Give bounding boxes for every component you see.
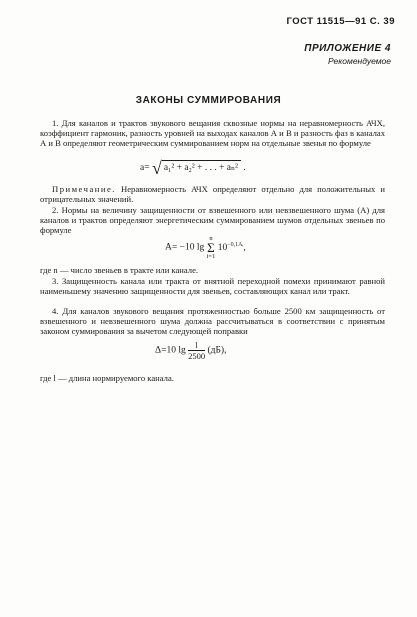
note-label: Примечание.: [52, 184, 116, 194]
formula-3-lhs: Δ=10 lg: [155, 345, 186, 356]
note-text: Неравномерность АЧХ определяют отдельно для положительных и отрицательных значений.: [40, 184, 385, 204]
formula-1-body: a₁² + a₂² + . . . + aₙ²: [162, 160, 241, 173]
appendix-note: Рекомендуемое: [327, 56, 391, 66]
formula-1-lhs: а=: [140, 163, 150, 173]
formula-geometric-sum: [140, 158, 246, 179]
appendix-title: ПРИЛОЖЕНИЕ 4: [304, 43, 391, 54]
formula-correction: [155, 340, 226, 361]
formula-2-exp: −0,1Aᵢ: [227, 241, 244, 248]
radical-icon: √: [151, 158, 162, 178]
paragraph-3: [40, 276, 385, 296]
formula-3-unit: (дБ),: [207, 345, 227, 356]
sum-sign: [207, 234, 216, 261]
where-2-text: где l — длина нормируемого канала.: [40, 373, 174, 383]
paragraph-4: [40, 306, 385, 336]
sum-lower: i=1: [206, 253, 216, 260]
formula-2-end: ,: [243, 243, 246, 254]
where-1: [40, 265, 385, 275]
formula-2-lhs: A= −10 lg: [165, 242, 205, 253]
paragraph-2-text: 2. Нормы на величину защищенности от взвешенного или невзвешенного шума (А) для каналов и трактов определяют энергетическим суммированием шумов отдельных звеньев по формуле: [40, 205, 385, 235]
formula-3-num: l: [188, 340, 205, 351]
formula-1-end: .: [243, 163, 246, 173]
note: [40, 184, 385, 204]
where-1-text: где n — число звеньев в тракте или канале.: [40, 265, 199, 275]
page-header: ГОСТ 11515—91 С. 39: [286, 16, 395, 27]
paragraph-1: [40, 118, 385, 148]
formula-3-den: 2500: [188, 351, 206, 361]
section-title: ЗАКОНЫ СУММИРОВАНИЯ: [135, 95, 282, 106]
sum-upper: n: [209, 235, 213, 242]
where-2: [40, 373, 385, 383]
formula-2-term: 10: [217, 243, 228, 254]
paragraph-1-text: 1. Для каналов и трактов звукового вещания сквозные нормы на неравномерность АЧХ, коэффициент гармоник, разность уровней на выходах каналов А и В и разность фаз в каналах А и В определяют геометрическим суммированием норм на отдельные звенья по формуле: [40, 118, 385, 148]
appendix-heading: [304, 43, 391, 66]
formula-energy-sum: [165, 234, 246, 261]
paragraph-2: [40, 205, 385, 235]
paragraph-3-text: 3. Защищенность канала или тракта от внятной переходной помехи принимают равной наименьшему значению защищенности для звеньев, составляющих канал или тракт.: [40, 276, 385, 296]
paragraph-4-text: 4. Для каналов звукового вещания протяженностью больше 2500 км защищенность от взвешенного и невзвешенного шума должна рассчитываться в соответствии с принятым законом суммирования за вычетом следующей поправки: [40, 306, 385, 336]
sigma-icon: Σ: [207, 240, 215, 255]
formula-3-fraction: [188, 340, 205, 361]
